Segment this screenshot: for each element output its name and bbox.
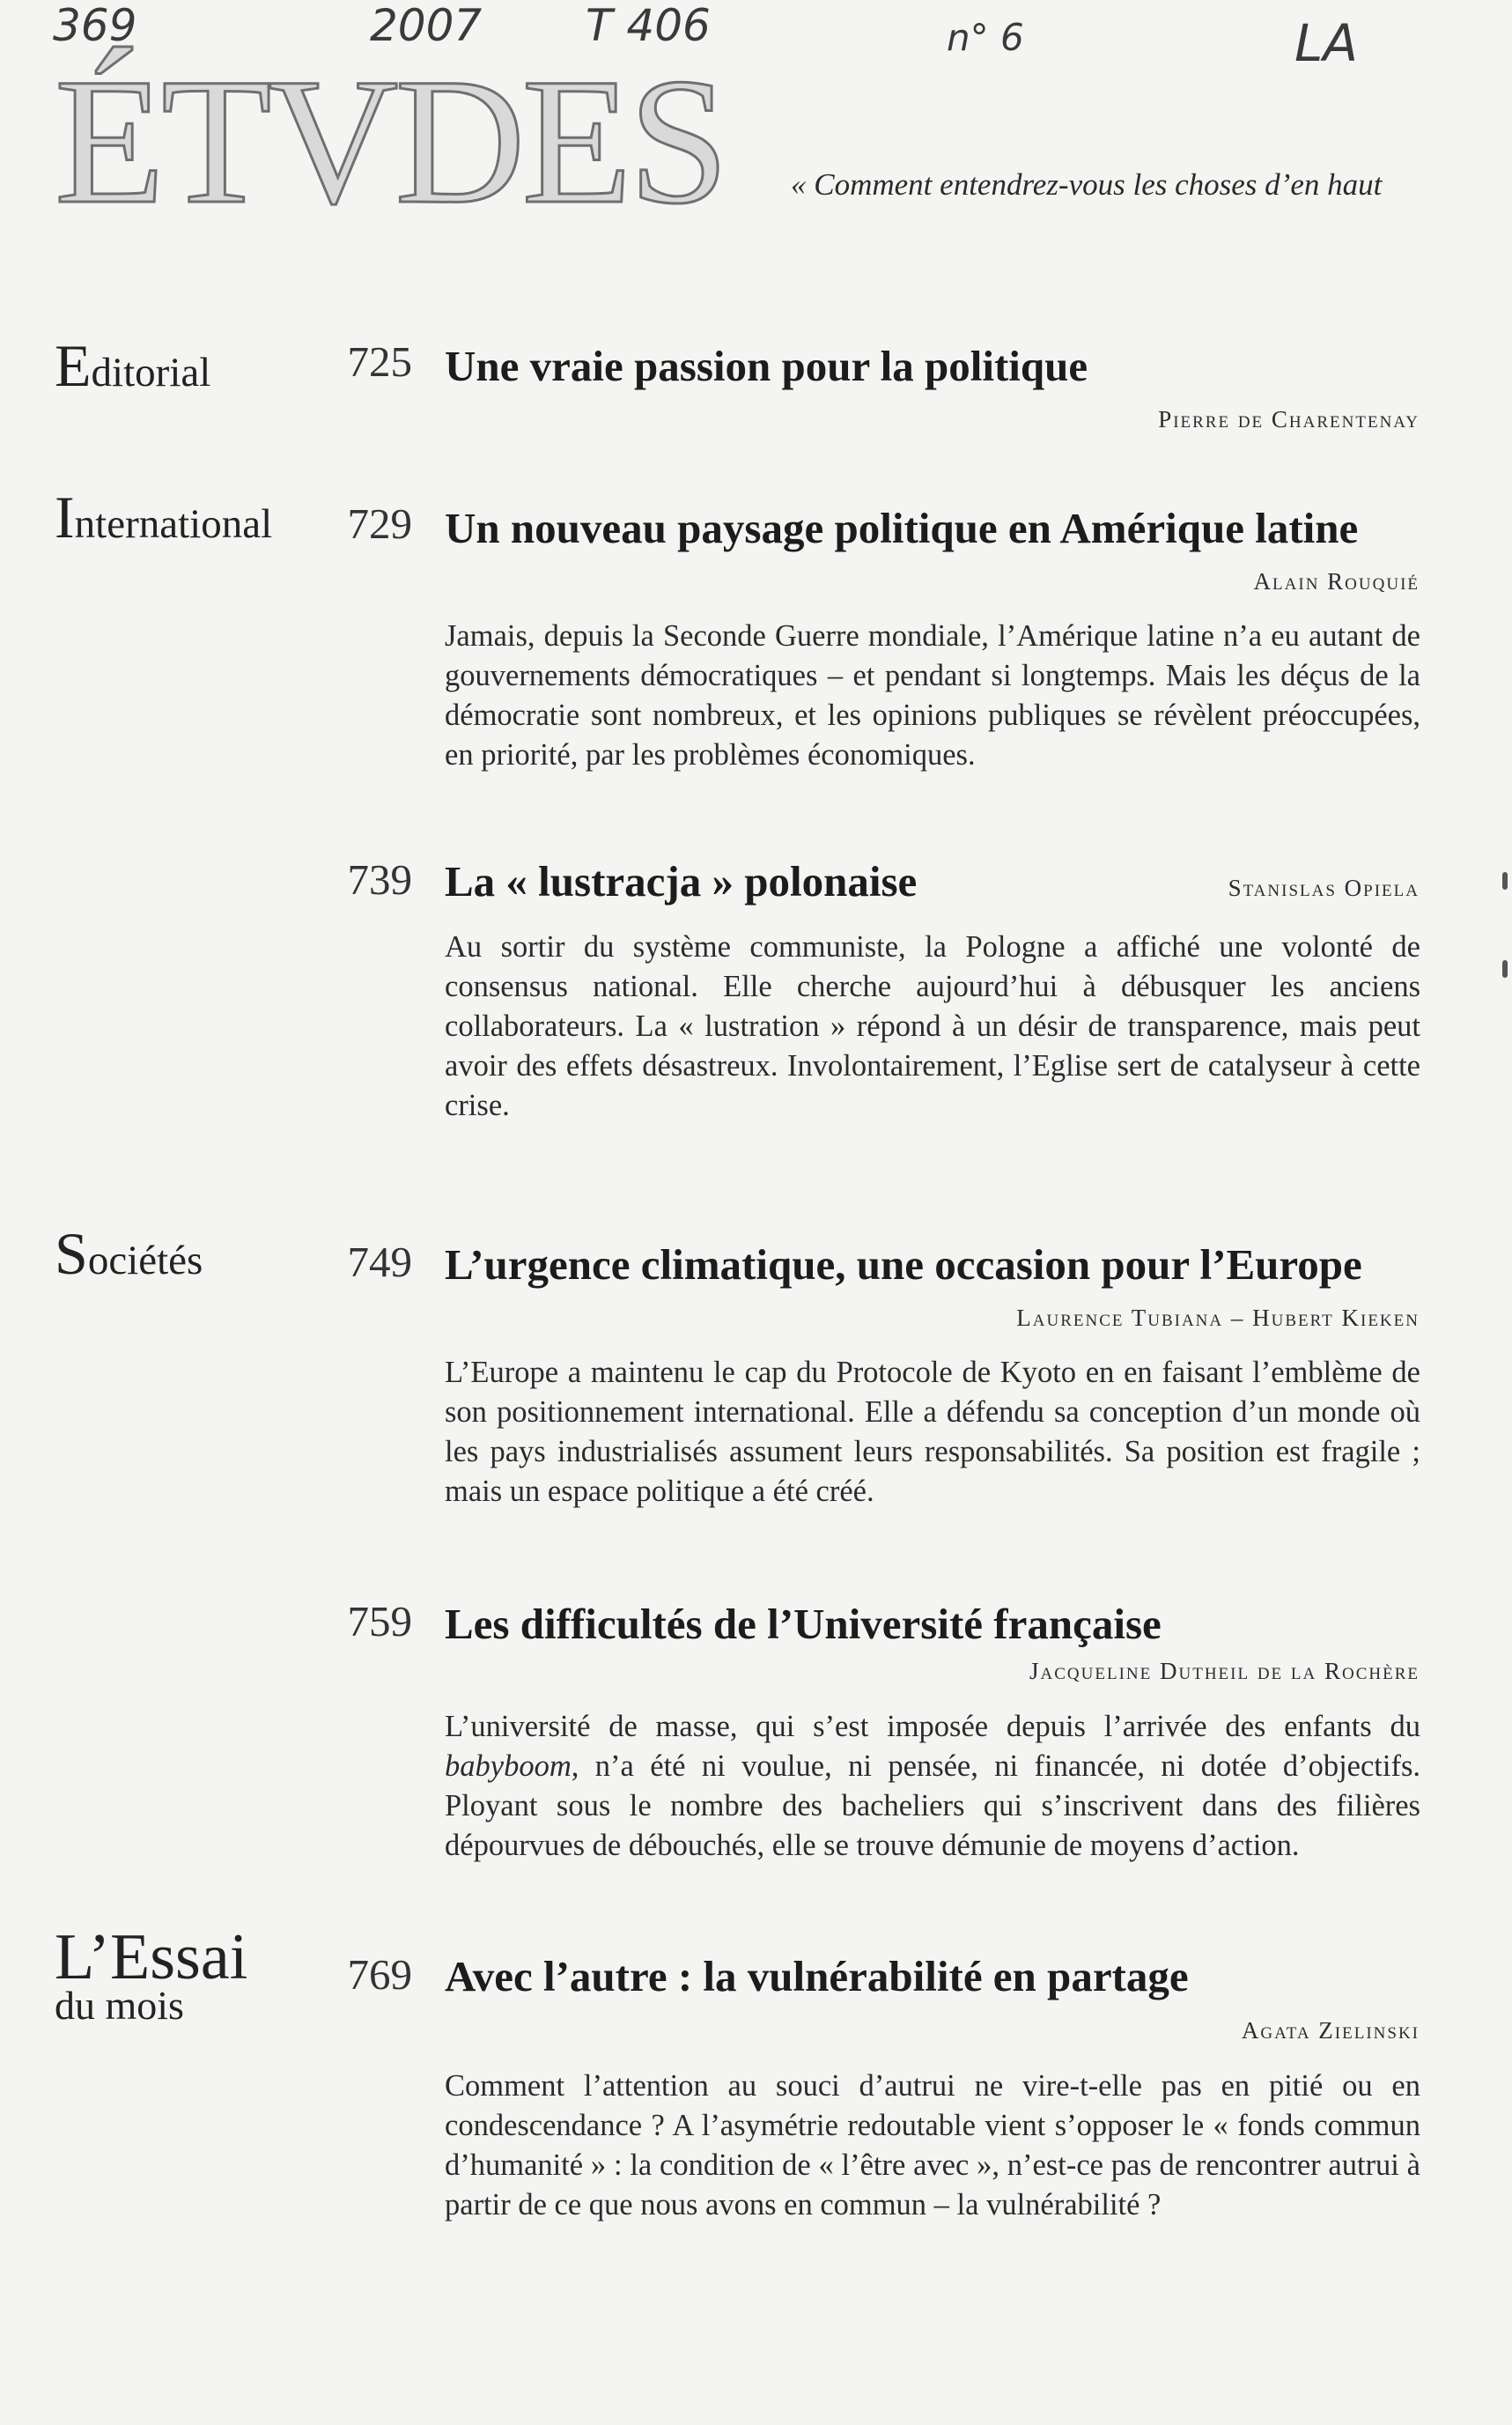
article-author: Stanislas Opiela xyxy=(1228,875,1420,901)
journal-title: ÉTVDES xyxy=(55,41,726,241)
page-number: 769 xyxy=(347,1950,412,1999)
page-number: 725 xyxy=(347,337,412,386)
handwritten-year: 2007 xyxy=(370,0,483,51)
section-initial: E xyxy=(55,332,92,399)
section-societes xyxy=(55,1219,203,1289)
section-initial: S xyxy=(55,1220,88,1287)
scan-mark xyxy=(1502,872,1508,890)
article-title[interactable]: Avec l’autre : la vulnérabilité en partage xyxy=(445,1952,1189,2000)
section-essai-du-mois xyxy=(55,1921,248,1993)
handwritten-issue: n° 6 xyxy=(947,16,1024,59)
section-editorial xyxy=(55,331,210,401)
abstract-text: , n’a été ni voulue, ni pensée, ni financée, ni dotée d’objectifs. Ployant sous le nombre des bacheliers qui s’inscrivent dans des filières dépourvues de débouchés, elle se trouve démunie de moyens d’action. xyxy=(445,1749,1420,1862)
article-author: Jacqueline Dutheil de la Rochère xyxy=(1029,1658,1420,1684)
article-title[interactable]: L’urgence climatique, une occasion pour l’Europe xyxy=(445,1240,1362,1289)
page-number: 739 xyxy=(347,855,412,904)
handwritten-tome: T 406 xyxy=(586,0,711,51)
article-abstract: Au sortir du système communiste, la Pologne a affiché une volonté de consensus national. Elle cherche aujourd’hui à débusquer les anciens collaborateurs. La « lustration » répond à un désir de transparence, mais peut avoir des effets désastreux. Involontairement, l’Eglise sert de catalyseur à cette crise. xyxy=(445,930,1420,1122)
section-initial: L’Essai xyxy=(55,1921,248,1993)
section-rest: ociétés xyxy=(87,1238,203,1283)
page-number: 749 xyxy=(347,1238,412,1286)
article-title[interactable]: Un nouveau paysage politique en Amérique latine xyxy=(445,504,1359,552)
article-title[interactable]: La « lustracja » polonaise xyxy=(445,857,918,906)
article-author: Pierre de Charentenay xyxy=(1158,406,1420,433)
handwritten-number: 369 xyxy=(53,0,137,51)
article-abstract: Comment l’attention au souci d’autrui ne vire-t-elle pas en pitié ou en condescendance ? A l’asymétrie redoutable vient s’opposer le « fonds commun d’humanité » : la condition de « l’être avec », n’est-ce pas de rencontrer autrui à partir de ce que nous avons en commun – la vulnérabilité ? xyxy=(445,2069,1420,2222)
article-author: Agata Zielinski xyxy=(1241,2017,1420,2044)
journal-motto: « Comment entendrez-vous les choses d’en haut xyxy=(791,167,1383,202)
abstract-text: L’université de masse, qui s’est imposée depuis l’arrivée des enfants du xyxy=(445,1710,1420,1743)
handwritten-initials: LA xyxy=(1294,13,1358,73)
article-author: Laurence Tubiana – Hubert Kieken xyxy=(1016,1305,1420,1331)
section-rest: nternational xyxy=(74,501,273,547)
abstract-italic-term: babyboom xyxy=(445,1749,572,1783)
page-number: 729 xyxy=(347,499,412,548)
section-international xyxy=(55,483,272,552)
article-abstract: L’Europe a maintenu le cap du Protocole de Kyoto en en faisant l’emblème de son positionnement international. Elle a défendu sa conception d’un monde où les pays industrialisés assument leurs responsabilités. Sa position est fragile ; mais un espace politique a été créé. xyxy=(445,1356,1420,1508)
article-title[interactable]: Les difficultés de l’Université française xyxy=(445,1600,1162,1648)
article-title[interactable]: Une vraie passion pour la politique xyxy=(445,342,1088,390)
article-author: Alain Rouquié xyxy=(1253,568,1420,595)
page-number: 759 xyxy=(347,1597,412,1645)
article-abstract xyxy=(445,1707,1420,1866)
section-essai-subtitle: du mois xyxy=(55,1983,184,2028)
article-abstract: Jamais, depuis la Seconde Guerre mondiale, l’Amérique latine n’a eu autant de gouvernements démocratiques – et pendant si longtemps. Mais les déçus de la démocratie sont nombreux, et les opinions publiques se révèlent préoccupées, en priorité, par les problèmes économiques. xyxy=(445,619,1420,772)
scan-mark xyxy=(1502,960,1508,978)
section-rest: ditorial xyxy=(91,350,211,396)
section-initial: I xyxy=(55,484,75,551)
